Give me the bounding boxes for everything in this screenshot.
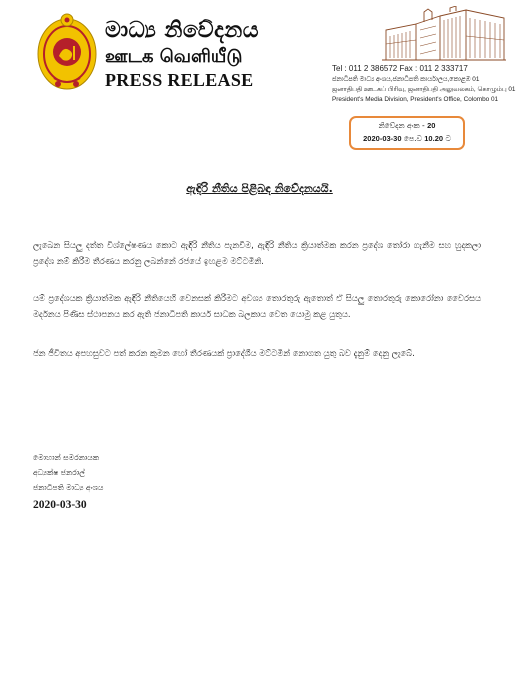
- document-title: ඇඳිරි නීතිය පිළිබඳ නිවේදනයයි.: [186, 182, 333, 195]
- contact-tel-fax: Tel : 011 2 386572 Fax : 011 2 333717: [332, 64, 468, 73]
- release-date: 2020-03-30: [363, 134, 402, 143]
- release-datetime-line: [351, 134, 463, 144]
- address-tamil: ஜனாதிபதி ஊடகப் பிரிவு, ஜனாதிபதி அலுவலகம், கொழும்பு 01: [332, 86, 516, 93]
- signature-date: 2020-03-30: [33, 499, 87, 511]
- release-time-label: පෙ.ව: [403, 134, 422, 143]
- header-title-sinhala: මාධ්‍ය නිවේදනය: [105, 18, 260, 43]
- header-title-english: PRESS RELEASE: [105, 70, 254, 90]
- header-title-tamil: ஊடக வெளியீடு: [105, 46, 243, 67]
- address-sinhala: ජනාධිපති මාධ්‍ය අංශය,ජනාධිපති කාර්යාලය,කොළඹ 01: [332, 76, 480, 83]
- signatory-division: ජනාධිපති මාධ්‍ය අංශය: [33, 483, 104, 492]
- release-number-box: [349, 116, 465, 150]
- signatory-position: අධ්‍යක්ෂ ජනරාල්: [33, 468, 85, 477]
- paragraph-3: ජන ජීවිතය අපහසුවට පත් කරන කුමන හෝ තීරණයක් ප්‍රාදේශීය මට්ටමින් නොගත යුතු බව දැනුම් දෙනු ලැබේ.: [33, 348, 415, 358]
- release-number-label: නිවේදන අංක -: [378, 121, 425, 130]
- release-time: 10.20: [424, 134, 444, 143]
- signatory-name: මොහාන් සමරනායක: [33, 453, 99, 462]
- release-number: 20: [427, 121, 436, 130]
- sri-lanka-emblem-logo: [36, 12, 98, 92]
- paragraph-1: ලැබෙන සියලු දත්ත විශ්ලේෂණය කොට ඇඳිරි නීතිය පැනවීම, ඇඳිරි නීතිය ක්‍රියාත්මක කරන ප්‍රදේශ තෝරා ගැනීම සහ හුදකලා ප්‍රදේශ නම් කිරීම තීරණය කරනු ලබන්නේ රජයේ ඉහළම මට්ටමිනි.: [33, 240, 481, 266]
- paragraph-2: යම් ප්‍රදේශයක ක්‍රියාත්මක ඇඳිරි නීතියෙහි වෙනසක් කිරීමට අවශ්‍ය තොරතුරු ඇතොත් ඒ සියලු තොරතුරු කොරෝනා වෛරසය මර්දනය පිණිස ස්ථාපනය කර ඇති ජනාධිපති කාර්ය සාධක බලකාය වෙත යොමු කළ යුතුය.: [33, 293, 481, 319]
- presidential-building-illustration: [380, 6, 508, 62]
- release-time-suffix: ට: [445, 134, 451, 143]
- address-english: President's Media Division, President's Office, Colombo 01: [332, 96, 499, 103]
- release-number-line: [351, 121, 463, 131]
